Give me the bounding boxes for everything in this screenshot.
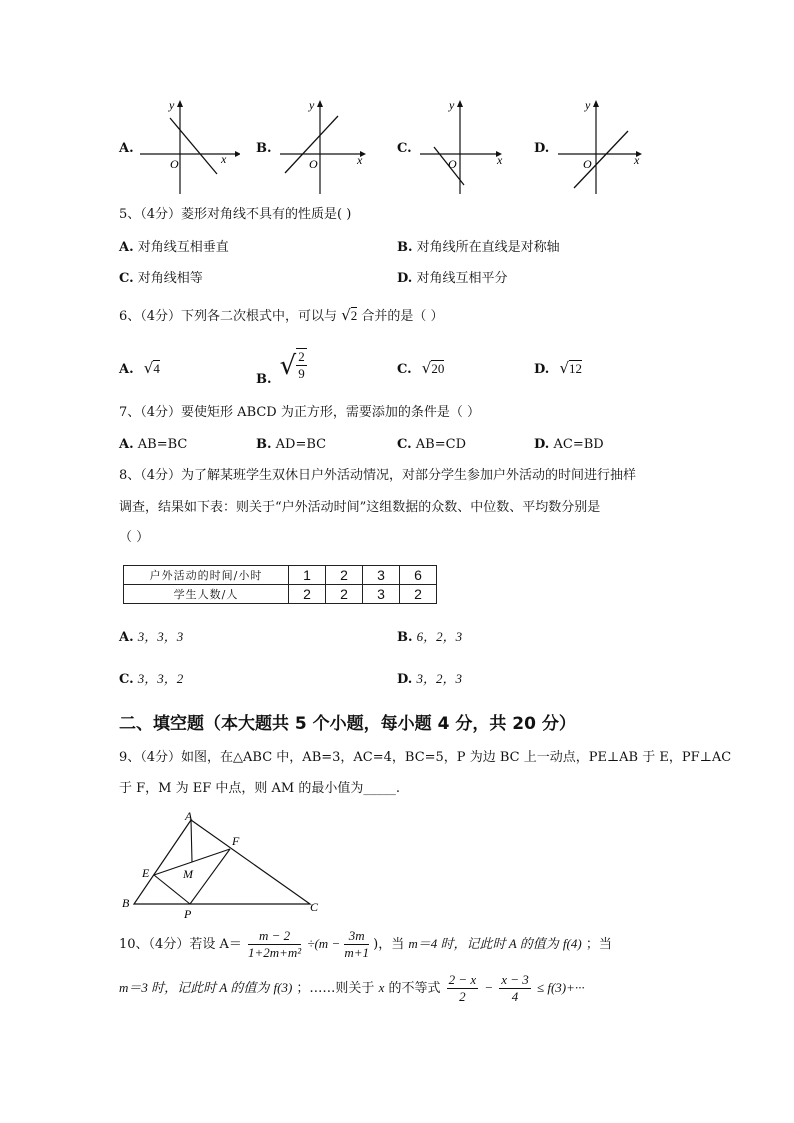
svg-text:O: O (583, 157, 592, 171)
q7-stem: 7、（4分）要使矩形 ABCD 为正方形，需要添加的条件是（ ） (119, 405, 480, 420)
table-cell: 3 (363, 585, 400, 604)
q4-graph-b (280, 98, 380, 198)
q8-option-c: C. 3，3，2 (119, 671, 184, 687)
q4-graph-a (140, 98, 240, 198)
q8-option-a: A. 3，3，3 (119, 629, 184, 645)
q8-option-d: D. 3，2，3 (397, 671, 462, 687)
q4-graph-c (420, 98, 510, 198)
q6-option-a: A. √4 (119, 359, 160, 377)
svg-text:x: x (221, 152, 227, 166)
q5-option-b: B. 对角线所在直线是对称轴 (397, 240, 560, 255)
table-cell: 学生人数/人 (124, 585, 289, 604)
table-cell: 1 (289, 566, 326, 585)
svg-text:y: y (585, 98, 591, 112)
q8-stem-line3: （ ） (119, 530, 150, 545)
table-cell: 2 (326, 585, 363, 604)
svg-text:x: x (634, 153, 640, 167)
svg-text:x: x (497, 153, 503, 167)
q5-option-a: A. 对角线互相垂直 (119, 240, 229, 255)
table-cell: 2 (326, 566, 363, 585)
svg-text:O: O (309, 157, 318, 171)
table-row (124, 566, 437, 585)
q6-option-c: C. √20 (397, 359, 445, 377)
table-cell: 户外活动的时间/小时 (124, 566, 289, 585)
table-cell: 3 (363, 566, 400, 585)
q4-graph-d (558, 98, 658, 198)
q5-option-c: C. 对角线相等 (119, 271, 203, 286)
q8-stem-line1: 8、（4分）为了解某班学生双休日户外活动情况，对部分学生参加户外活动的时间进行抽样 (119, 468, 637, 483)
q4-option-d-label: D. (534, 141, 550, 156)
svg-text:O: O (448, 157, 457, 171)
q10-line1: 10、（4分）若设 A＝ $\frac{m - 2}{\text{1+2m+m²}}$ ÷(m − $\frac{3m}{m+1}$ )，当 m＝4 时，记此时 A 的值为 f(4) ；当 (119, 928, 612, 960)
svg-text:C: C (310, 900, 319, 914)
svg-text:P: P (184, 907, 192, 920)
svg-text:M: M (183, 867, 193, 881)
q6-stem: 6、（4分）下列各二次根式中，可以与 √2 合并的是（ ） (119, 306, 444, 324)
q6-option-b: B. √ $\frac{2}{9}$ (256, 348, 305, 387)
q8-stem-line2: 调查，结果如下表：则关于“户外活动时间”这组数据的众数、中位数、平均数分别是 (119, 500, 601, 515)
q4-option-c-label: C. (397, 141, 412, 156)
table-cell: 6 (400, 566, 437, 585)
q5-option-d: D. 对角线互相平分 (397, 271, 508, 286)
q9-line2: 于 F，M 为 EF 中点，则 AM 的最小值为_____. (119, 781, 400, 796)
section-2-title: 二、填空题（本大题共 5 个小题，每小题 4 分，共 20 分） (119, 714, 576, 734)
q9-triangle-figure (118, 808, 333, 920)
table-row (124, 585, 437, 604)
q5-stem: 5、（4分）菱形对角线不具有的性质是( ) (119, 207, 352, 222)
svg-text:y: y (169, 98, 175, 112)
svg-text:B: B (122, 896, 130, 910)
svg-text:y: y (449, 98, 455, 112)
q8-data-table (123, 565, 437, 604)
svg-text:y: y (309, 98, 315, 112)
table-cell: 2 (400, 585, 437, 604)
q10-line2: m＝3 时，记此时 A 的值为 f(3) ；……则关于 x 的不等式 $\frac{2 - x}{2}$ − $\frac{x - 3}{4}$ ≤ f(3)+··· (119, 972, 585, 1004)
svg-text:F: F (232, 834, 240, 848)
q4-option-b-label: B. (256, 141, 272, 156)
q7-option-c: C. AB=CD (397, 437, 467, 452)
svg-text:x: x (357, 153, 363, 167)
q4-option-a-label: A. (119, 141, 134, 156)
svg-text:O: O (170, 157, 179, 171)
q7-option-d: D. AC=BD (534, 437, 604, 452)
q6-option-d: D. √12 (534, 359, 583, 377)
svg-text:A: A (185, 809, 193, 823)
q9-line1: 9、（4分）如图，在△ABC 中，AB=3，AC=4，BC=5，P 为边 BC 上一动点，PE⊥AB 于 E，PF⊥AC (119, 750, 732, 765)
q8-option-b: B. 6，2，3 (397, 629, 463, 645)
q7-option-b: B. AD=BC (256, 437, 327, 452)
svg-text:E: E (142, 866, 150, 880)
table-cell: 2 (289, 585, 326, 604)
q7-option-a: A. AB=BC (119, 437, 188, 452)
